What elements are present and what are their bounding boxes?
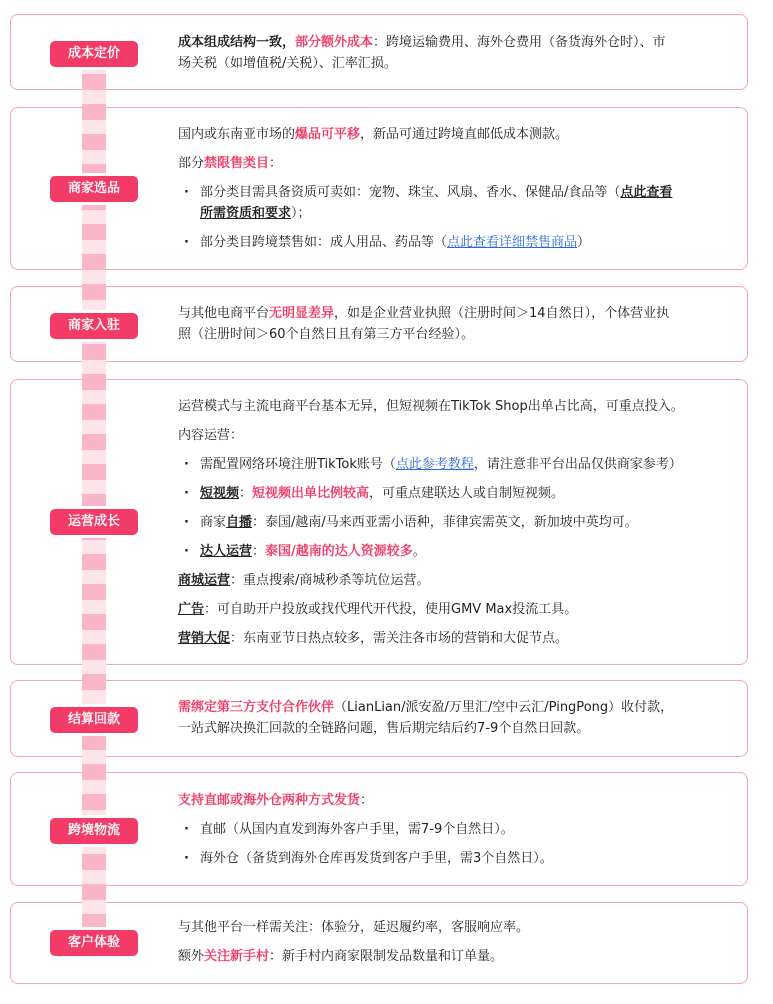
operations-bullet-2 — [178, 483, 738, 504]
text: ，请注意非平台出品仅供商家参考） — [473, 457, 682, 472]
text: 与其他电商平台 — [178, 306, 270, 321]
badge-onboarding: 商家入驻 — [50, 313, 138, 339]
text: 部分类目跨境禁售如：成人用品、药品等（ — [200, 235, 448, 250]
onboarding-line-2: 照（注册时间＞60个自然日且有第三方平台经验）。 — [178, 327, 475, 342]
text: ：跨境运输费用、海外仓费用（备货海外仓时）、市 — [373, 35, 666, 50]
selection-bullet-2 — [178, 232, 738, 253]
operations-ads — [178, 599, 738, 620]
onboarding-content — [178, 303, 738, 345]
badge-selection: 商家选品 — [50, 176, 138, 202]
bullet-line: 海外仓（备货到海外仓库再发货到客户手里，需3个自然日）。 — [200, 851, 553, 866]
logistics-bullet-1 — [178, 819, 738, 840]
text: ：新手村内商家限制发品数量和订单量。 — [269, 949, 504, 964]
experience-line-1: 与其他平台一样需关注：体验分，延迟履约率，客服响应率。 — [178, 920, 530, 935]
selection-line-2 — [178, 153, 738, 174]
keyword: 自播 — [226, 515, 253, 530]
logistics-content — [178, 790, 738, 869]
operations-bullet-4 — [178, 541, 738, 562]
text: ，新品可通过跨境直邮低成本测款。 — [360, 127, 569, 142]
badge-operations: 运营成长 — [50, 509, 138, 535]
text: 成本组成结构一致， — [178, 35, 296, 50]
bullet-icon: · — [184, 515, 189, 530]
highlight-text: 泰国/越南的达人资源较多 — [265, 544, 413, 559]
text: 部分类目需具备资质可卖如：宠物、珠宝、风扇、香水、保健品/食品等（ — [200, 185, 621, 200]
text: ：可自助开户投放或找代理代开代投，使用GMV Max投流工具。 — [204, 602, 578, 617]
highlight-text: 短视频出单比例较高 — [252, 486, 370, 501]
badge-experience: 客户体验 — [50, 930, 138, 956]
keyword: 达人运营 — [200, 544, 253, 559]
highlight-text: 爆品可平移 — [295, 127, 361, 142]
text: 商家 — [200, 515, 227, 530]
bullet-line: 直邮（从国内直发到海外客户手里，需7-9个自然日）。 — [200, 822, 514, 837]
text: ：东南亚节日热点较多，需关注各市场的营销和大促节点。 — [230, 631, 569, 646]
operations-intro: 运营模式与主流电商平台基本无异，但短视频在TikTok Shop出单占比高，可重点投入。 — [178, 399, 684, 414]
bullet-line — [200, 454, 738, 475]
text: ，如是企业营业执照（注册时间＞14自然日），个体营业执 — [334, 306, 670, 321]
text: 需配置网络环境注册TikTok账号（ — [200, 457, 396, 472]
text: ）； — [291, 206, 311, 221]
bullet-line — [200, 483, 738, 504]
keyword: 商城运营 — [178, 573, 231, 588]
bullet-icon: · — [184, 185, 189, 200]
text: （LianLian/派安盈/万里汇/空中云汇/PingPong）收付款， — [334, 700, 674, 715]
text: 部分 — [178, 156, 205, 171]
bullet-icon: · — [184, 235, 189, 250]
bullet-line — [200, 232, 738, 253]
operations-bullet-3 — [178, 512, 738, 533]
badge-settlement: 结算回款 — [50, 707, 138, 733]
logistics-title — [178, 790, 738, 811]
text: 。 — [412, 544, 426, 559]
selection-line-1 — [178, 124, 738, 145]
highlight-text: 支持直邮或海外仓两种方式发货 — [178, 793, 361, 808]
qualification-link[interactable]: 所需资质和要求 — [200, 206, 292, 221]
text: ） — [577, 235, 591, 250]
highlight-text: 禁限售类目 — [204, 156, 270, 171]
qualification-link[interactable]: 点此查看 — [620, 185, 673, 200]
bullet-icon: · — [184, 851, 189, 866]
keyword: 广告 — [178, 602, 205, 617]
badge-pricing: 成本定价 — [50, 41, 138, 67]
settlement-line-1 — [178, 697, 738, 718]
selection-content — [178, 124, 738, 253]
text: 额外 — [178, 949, 205, 964]
text: ： — [252, 544, 266, 559]
keyword: 营销大促 — [178, 631, 231, 646]
keyword: 短视频 — [200, 486, 240, 501]
operations-mall — [178, 570, 738, 591]
operations-promo — [178, 628, 738, 649]
settlement-line-2: 一站式解决换汇回款的全链路问题，售后期完结后约7-9个自然日回款。 — [178, 721, 590, 736]
operations-bullet-1 — [178, 454, 738, 475]
text: ： — [239, 486, 253, 501]
text: ： — [269, 156, 283, 171]
experience-content — [178, 917, 738, 967]
selection-bullet-1 — [178, 182, 738, 224]
bullet-line — [200, 512, 738, 533]
bullet-icon: · — [184, 457, 189, 472]
bullet-line — [200, 541, 738, 562]
highlight-text: 无明显差异 — [269, 306, 335, 321]
text: 国内或东南亚市场的 — [178, 127, 296, 142]
tutorial-link[interactable]: 点此参考教程 — [395, 457, 474, 472]
prohibited-items-link[interactable]: 点此查看详细禁售商品 — [447, 235, 578, 250]
pricing-content — [178, 32, 738, 74]
bullet-line — [200, 203, 738, 224]
operations-content — [178, 396, 738, 649]
highlight-text: 部分额外成本 — [295, 35, 374, 50]
logistics-bullet-2 — [178, 848, 738, 869]
onboarding-line-1 — [178, 303, 738, 324]
pricing-line-1 — [178, 32, 738, 53]
operations-content-title: 内容运营： — [178, 428, 244, 443]
bullet-icon: · — [184, 544, 189, 559]
badge-logistics: 跨境物流 — [50, 818, 138, 844]
bullet-icon: · — [184, 822, 189, 837]
pricing-line-2: 场关税（如增值税/关税）、汇率汇损。 — [178, 56, 397, 71]
text: ：重点搜索/商城秒杀等坑位运营。 — [230, 573, 430, 588]
highlight-text: 关注新手村 — [204, 949, 270, 964]
text: ，可重点建联达人或自制短视频。 — [369, 486, 565, 501]
text: ： — [360, 793, 374, 808]
text: ：泰国/越南/马来西亚需小语种，菲律宾需英文，新加坡中英均可。 — [252, 515, 638, 530]
bullet-line — [200, 182, 738, 203]
settlement-content — [178, 697, 738, 739]
highlight-text: 需绑定第三方支付合作伙伴 — [178, 700, 335, 715]
experience-line-2 — [178, 946, 738, 967]
bullet-icon: · — [184, 486, 189, 501]
